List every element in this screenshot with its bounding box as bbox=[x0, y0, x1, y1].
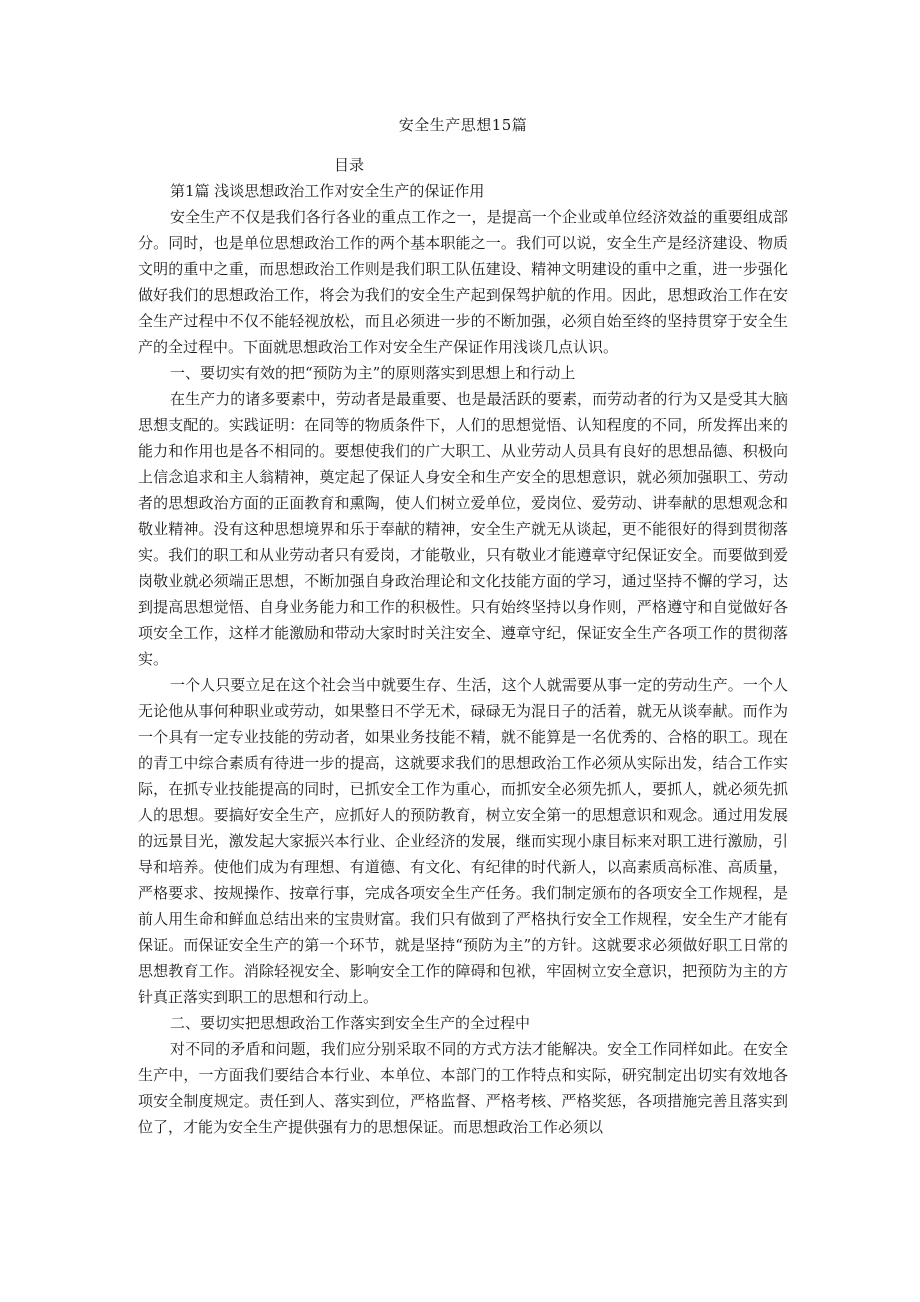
paragraph-section1-a: 在生产力的诸多要素中，劳动者是最重要、也是最活跃的要素，而劳动者的行为又是受其大脑思想支配的。实践证明：在同等的物质条件下，人们的思想觉悟、认知程度的不同，所发挥出来的能力和作用也是各不相同的。要想使我们的广大职工、从业劳动人员具有良好的思想品德、积极向上信念追求和主人翁精神，奠定起了保证人身安全和生产安全的思想意识，就必须加强职工、劳动者的思想政治方面的正面教育和熏陶，使人们树立爱单位，爱岗位、爱劳动、讲奉献的思想观念和敬业精神。没有这种思想境界和乐于奉献的精神，安全生产就无从谈起，更不能很好的得到贯彻落实。我们的职工和从业劳动者只有爱岗，才能敬业，只有敬业才能遵章守纪保证安全。而要做到爱岗敬业就必须端正思想，不断加强自身政治理论和文化技能方面的学习，通过坚持不懈的学习，达到提高思想觉悟、自身业务能力和工作的积极性。只有始终坚持以身作则，严格遵守和自觉做好各项安全工作，这样才能激励和带动大家时时关注安全、遵章守纪，保证安全生产各项工作的贯彻落实。 bbox=[138, 390, 788, 668]
toc-entry-1: 第1篇 浅谈思想政治工作对安全生产的保证作用 bbox=[170, 182, 485, 200]
paragraph-section1-b: 一个人只要立足在这个社会当中就要生存、生活，这个人就需要从事一定的劳动生产。一个人无论他从事何种职业或劳动，如果整日不学无术，碌碌无为混日子的活着，就无从谈奉献。而作为一个具有一定专业技能的劳动者，如果业务技能不精，就不能算是一名优秀的、合格的职工。现在的青工中综合素质有待进一步的提高，这就要求我们的思想政治工作必须从实际出发，结合工作实际，在抓专业技能提高的同时，已抓安全工作为重心，而抓安全必须先抓人，要抓人，就必须先抓人的思想。要搞好安全生产，应抓好人的预防教育，树立安全第一的思想意识和观念。通过用发展的远景目光，激发起大家振兴本行业、企业经济的发展，继而实现小康目标来对职工进行激励，引导和培养。使他们成为有理想、有道德、有文化、有纪律的时代新人，以高素质高标准、高质量，严格要求、按规操作、按章行事，完成各项安全生产任务。我们制定颁布的各项安全工作规程，是前人用生命和鲜血总结出来的宝贵财富。我们只有做到了严格执行安全工作规程，安全生产才能有保证。而保证安全生产的第一个环节，就是坚持“预防为主”的方针。这就要求必须做好职工日常的思想教育工作。消除轻视安全、影响安全工作的障碍和包袱，牢固树立安全意识，把预防为主的方针真正落实到职工的思想和行动上。 bbox=[138, 676, 788, 1006]
document-title: 安全生产思想15篇 bbox=[398, 116, 528, 134]
toc-heading: 目录 bbox=[334, 156, 365, 174]
section-heading-1: 一、要切实有效的把“预防为主”的原则落实到思想上和行动上 bbox=[170, 364, 576, 382]
document-page bbox=[138, 112, 788, 1140]
paragraph-section2-a: 对不同的矛盾和问题，我们应分别采取不同的方式方法才能解决。安全工作同样如此。在安全生产中，一方面我们要结合本行业、本单位、本部门的工作特点和实际，研究制定出切实有效地各项安全制度规定。责任到人、落实到位，严格监督、严格考核、严格奖惩，各项措施完善且落实到位了，才能为安全生产提供强有力的思想保证。而思想政治工作必须以 bbox=[138, 1040, 788, 1136]
paragraph-intro: 安全生产不仅是我们各行各业的重点工作之一，是提高一个企业或单位经济效益的重要组成部分。同时，也是单位思想政治工作的两个基本职能之一。我们可以说，安全生产是经济建设、物质文明的重中之重，而思想政治工作则是我们职工队伍建设、精神文明建设的重中之重，进一步强化做好我们的思想政治工作，将会为我们的安全生产起到保驾护航的作用。因此，思想政治工作在安全生产过程中不仅不能轻视放松，而且必须进一步的不断加强，必须自始至终的坚持贯穿于安全生产的全过程中。下面就思想政治工作对安全生产保证作用浅谈几点认识。 bbox=[138, 208, 788, 356]
section-heading-2: 二、要切实把思想政治工作落实到安全生产的全过程中 bbox=[170, 1014, 531, 1032]
